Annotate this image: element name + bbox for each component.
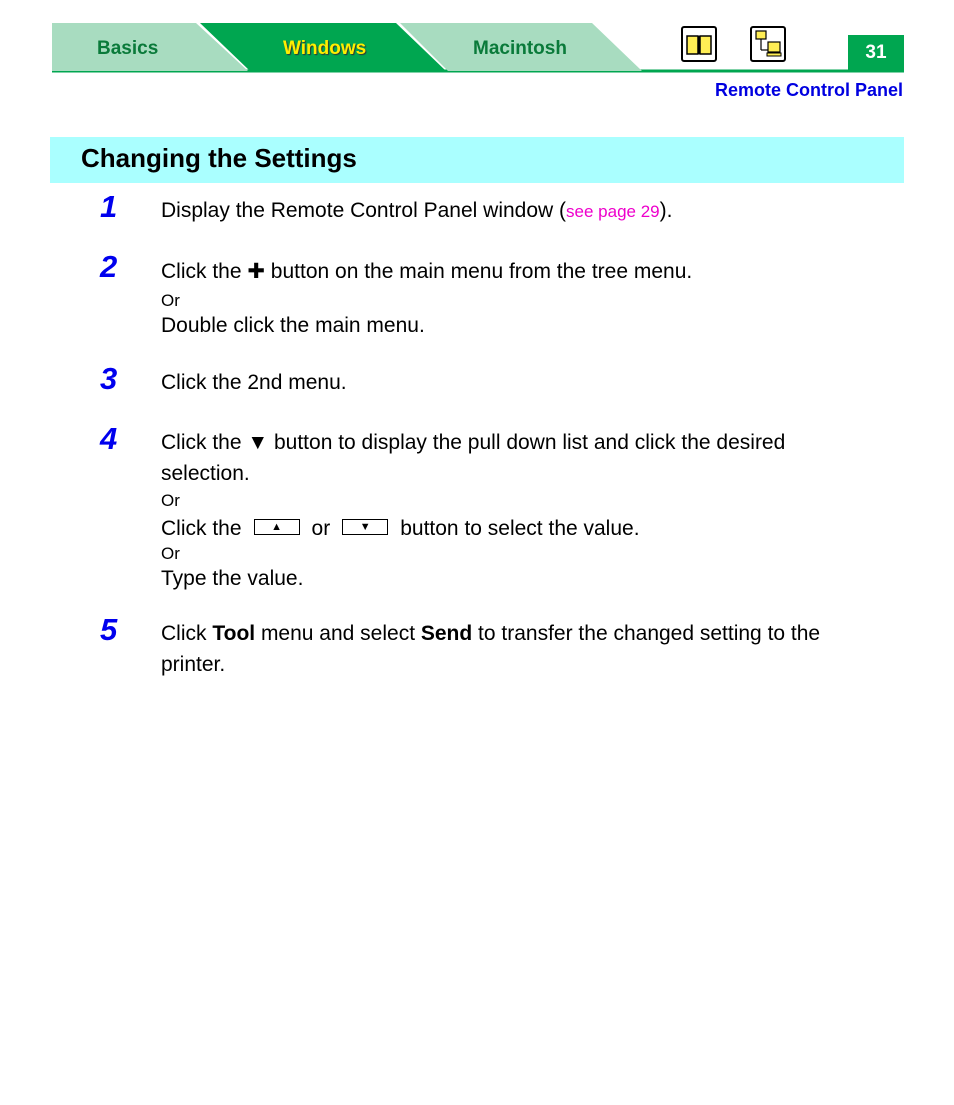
- page-title: Changing the Settings: [81, 143, 357, 173]
- step-text-part: ).: [659, 199, 673, 222]
- plus-icon: ✚: [247, 260, 265, 283]
- title-band: [50, 137, 904, 183]
- tab-windows[interactable]: Windows: [283, 38, 367, 59]
- step-text-part: to transfer the changed setting to the: [472, 622, 821, 645]
- step-number: 4: [100, 421, 118, 456]
- step-text-part: button on the main menu from the tree menu.: [264, 260, 693, 283]
- step-text-part: Click: [161, 622, 213, 645]
- step-text: Double click the main menu.: [161, 314, 425, 337]
- or-label: Or: [161, 544, 180, 563]
- page-link[interactable]: see page 29: [566, 202, 660, 221]
- tab-basics[interactable]: Basics: [97, 38, 159, 59]
- step-text: [161, 431, 785, 455]
- step-text-part: button to select the value.: [400, 517, 640, 540]
- step-text: Click the 2nd menu.: [161, 371, 347, 394]
- step-text: [161, 622, 820, 646]
- step-text: Type the value.: [161, 567, 304, 590]
- or-label: Or: [161, 291, 180, 310]
- spin-down-button[interactable]: ▼: [342, 519, 388, 535]
- page-number: 31: [848, 35, 904, 71]
- step-text: [161, 517, 640, 541]
- step-text-part: or: [311, 517, 331, 540]
- step-text-part: Click the: [161, 260, 248, 283]
- step-number: 3: [100, 361, 118, 396]
- step-text-part: Display the Remote Control Panel window (: [161, 199, 567, 222]
- step-text: selection.: [161, 462, 250, 485]
- step-text-part: button to display the pull down list and click the desired: [268, 431, 786, 454]
- step-text-part: menu and select: [255, 622, 421, 645]
- step-number: 5: [100, 612, 118, 647]
- step-text-part: Click the: [161, 517, 242, 540]
- tool-menu-label: Tool: [212, 622, 256, 645]
- step-text: [161, 259, 692, 284]
- step-number: 2: [100, 249, 118, 284]
- step-number: 1: [100, 189, 118, 224]
- step-text-part: Click the: [161, 431, 248, 454]
- step-text: [161, 199, 672, 223]
- spin-up-button[interactable]: ▲: [254, 519, 300, 535]
- or-label: Or: [161, 491, 180, 510]
- tab-macintosh[interactable]: Macintosh: [473, 38, 567, 59]
- send-command-label: Send: [420, 622, 473, 645]
- section-label: Remote Control Panel: [714, 80, 903, 100]
- book-icon[interactable]: [681, 26, 717, 62]
- down-triangle-icon: ▼: [247, 431, 269, 454]
- step-text: printer.: [161, 653, 226, 676]
- nav-tabs: [0, 0, 954, 80]
- network-icon[interactable]: [750, 26, 786, 62]
